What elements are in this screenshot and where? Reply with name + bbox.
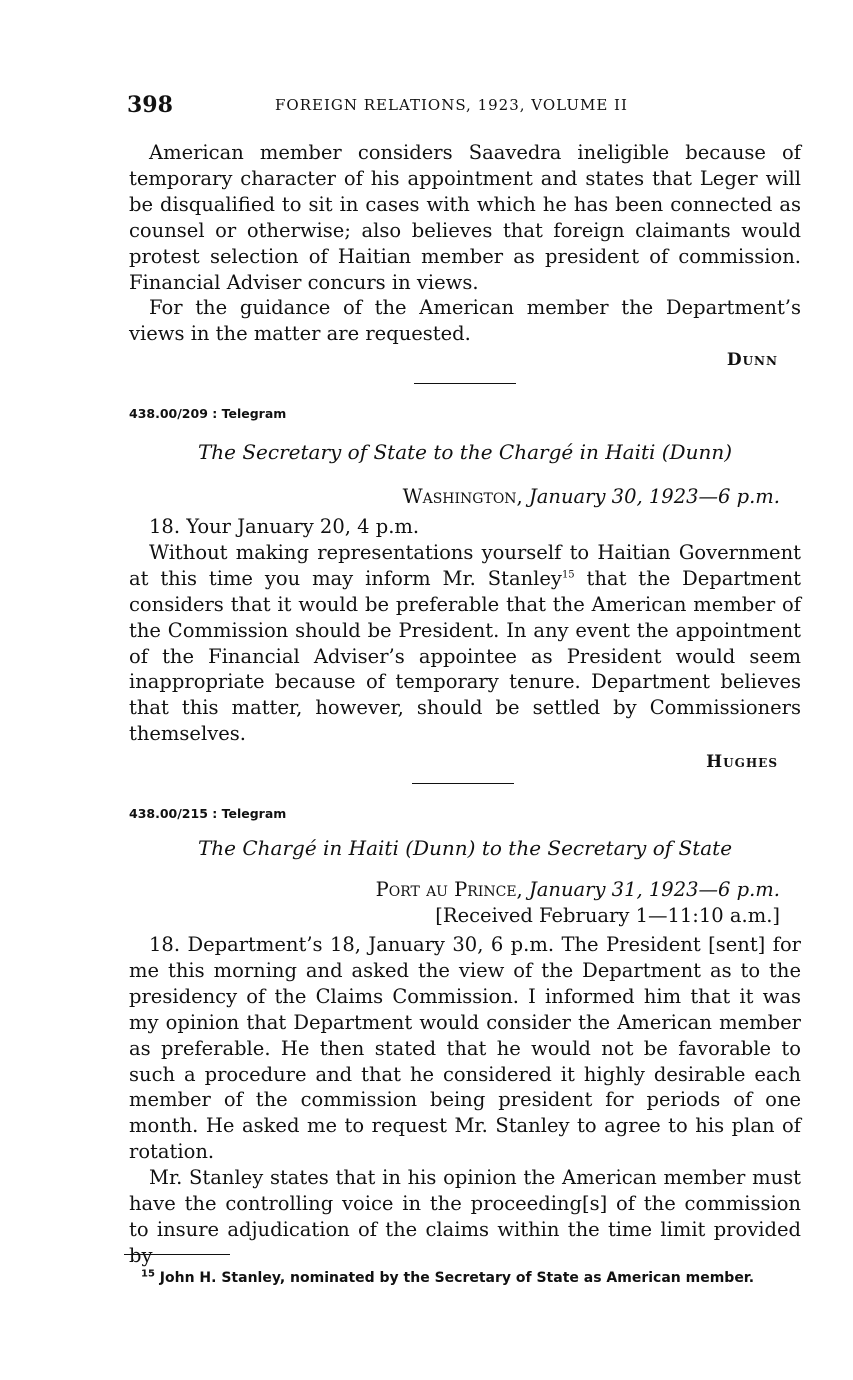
paragraph: 18. Department’s 18, January 30, 6 p.m. The President [sent] for me this morning and asked the view of the Department as to the presidency of the Claims Commission. I informed him that it was my opinion that Department would consider the American member as preferable. He then stated that he would not be favorable to such a procedure and that he considered it highly desirable each member of the commission being president for periods of one month. He asked me to request Mr. Stanley to agree to his plan of rotation. [129,933,801,1164]
footnote-ref: 15 [561,569,575,581]
doc2-body [129,514,801,747]
file-reference: 438.00/209 : Telegram [129,406,287,421]
paragraph: For the guidance of the American member the Department’s views in the matter are requested. [129,296,801,346]
divider [414,383,516,384]
signature-dunn: Dunn [726,350,778,370]
dateline-place: Port au Prince, [375,878,523,901]
received-line: [Received February 1—11:10 a.m.] [435,904,780,927]
dateline [376,878,780,901]
document-title: The Chargé in Haiti (Dunn) to the Secretary of State [197,836,733,860]
running-head: FOREIGN RELATIONS, 1923, VOLUME II [275,96,628,114]
page-number: 398 [127,92,173,118]
page-header [127,92,807,118]
dateline-place: Washington, [402,485,523,508]
paragraph-text: that the Department considers that it would be preferable that the American member of the Commission should be President. In any event the appointment of the Financial Adviser’s appointee as President would seem inappropriate because of temporary tenure. Department believes that this matter, however, should be settled by Commissioners themselves. [129,566,801,746]
footnote-divider [124,1254,230,1255]
paragraph: 18. Your January 20, 4 p.m. [149,515,420,538]
paragraph: Mr. Stanley states that in his opinion the American member must have the controlling voice in the proceeding[s] of the commission to insure adjudication of the claims within the time limit provided by [129,1166,801,1267]
divider [412,783,514,784]
footnote-text: John H. Stanley, nominated by the Secretary of State as American member. [154,1270,755,1286]
document-title: The Secretary of State to the Chargé in Haiti (Dunn) [197,440,733,464]
file-reference: 438.00/215 : Telegram [129,806,287,821]
dateline-date: January 31, 1923—6 p.m. [528,878,780,901]
paragraph: American member considers Saavedra ineligible because of temporary character of his appointment and states that Leger will be disqualified to sit in cases with which he has been connected as counsel or otherwise; also believes that foreign claimants would protest selection of Haitian member as president of commission. Financial Adviser concurs in views. [129,141,801,294]
footnote-marker: 15 [141,1268,155,1280]
dateline-date: January 30, 1923—6 p.m. [528,485,780,508]
dateline [403,485,780,508]
footnote [141,1270,754,1286]
signature-hughes: Hughes [706,752,778,772]
doc3-body [129,932,801,1269]
section1-body [129,140,801,347]
paragraph-text: Without making representations yourself to Haitian Government at this time you may inform Mr. Stanley [129,540,801,590]
paragraph [129,540,801,747]
